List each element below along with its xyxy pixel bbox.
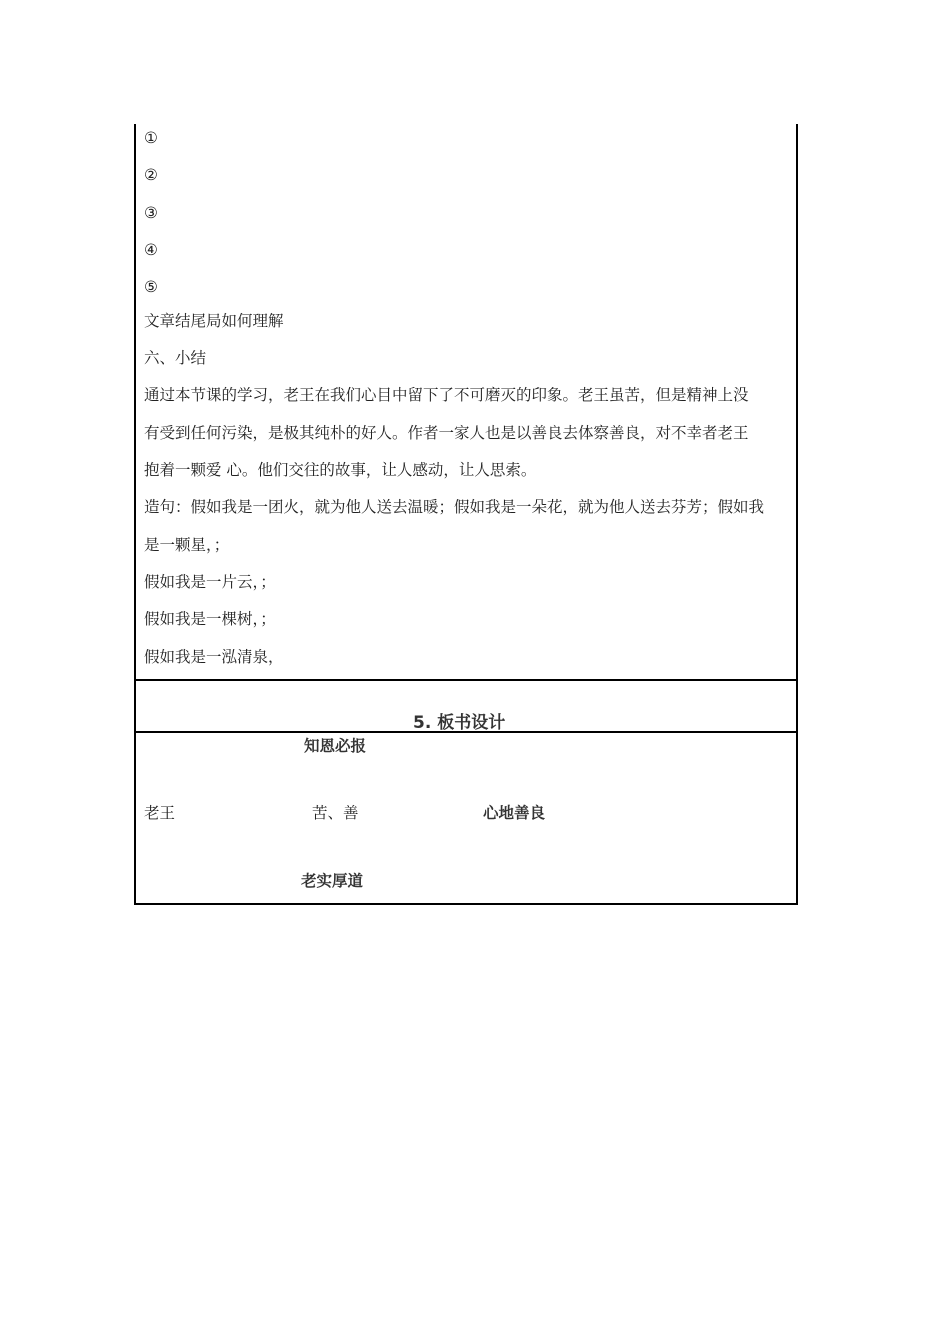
sentence-line-2: 是一颗星，； xyxy=(144,536,230,554)
marker-5: ⑤ xyxy=(144,278,158,296)
sentence-line-4: 假如我是一棵树，； xyxy=(144,610,276,628)
marker-2: ② xyxy=(144,166,158,184)
marker-4: ④ xyxy=(144,241,158,259)
board-middle-label: 苦、善 xyxy=(312,804,359,822)
board-right-label: 心地善良 xyxy=(483,804,546,822)
summary-line-3: 抱着一颗爱 心。他们交往的故事，让人感动，让人思索。 xyxy=(144,461,537,479)
board-design-heading: 5. 板书设计 xyxy=(413,713,506,733)
sentence-line-3: 假如我是一片云，； xyxy=(144,573,276,591)
summary-heading: 六、小结 xyxy=(144,349,207,367)
board-left-label: 老王 xyxy=(144,804,176,822)
marker-3: ③ xyxy=(144,204,158,222)
table-left-border xyxy=(134,124,136,905)
board-top-label: 知恩必报 xyxy=(304,737,367,755)
summary-line-1: 通过本节课的学习，老王在我们心目中留下了不可磨灭的印象。老王虽苦，但是精神上没 xyxy=(144,386,749,404)
section-divider xyxy=(134,679,798,681)
board-bottom-label: 老实厚道 xyxy=(301,872,364,890)
sentence-line-1: 造句：假如我是一团火，就为他人送去温暖；假如我是一朵花，就为他人送去芬芳；假如我 xyxy=(144,498,765,516)
sentence-line-5: 假如我是一泓清泉， xyxy=(144,648,284,666)
marker-1: ① xyxy=(144,129,158,147)
table-bottom-border xyxy=(134,903,798,905)
summary-line-2: 有受到任何污染，是极其纯朴的好人。作者一家人也是以善良去体察善良，对不幸者老王 xyxy=(144,424,749,442)
ending-question: 文章结尾局如何理解 xyxy=(144,312,284,330)
table-right-border xyxy=(796,124,798,905)
